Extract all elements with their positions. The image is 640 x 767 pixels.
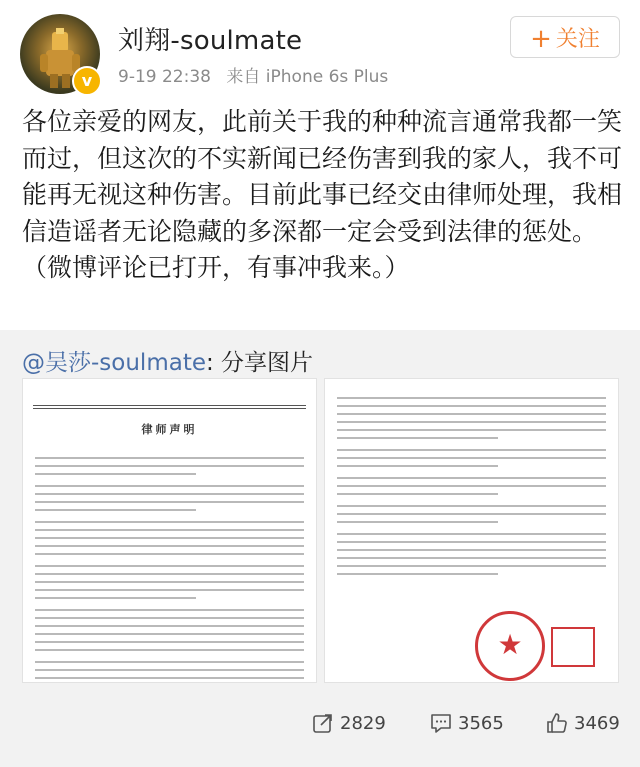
repost-count: 2829 [340,712,386,734]
repost-card[interactable] [0,330,640,690]
doc-body-text [337,397,606,581]
doc-body-text [35,457,304,683]
plus-icon: + [530,24,552,54]
document-image-page-2[interactable] [324,378,619,683]
post-source: 来自 iPhone 6s Plus [226,67,389,87]
repost-mention-link[interactable]: @吴莎-soulmate [22,350,206,376]
comment-button[interactable] [430,712,504,734]
post-text: 各位亲爱的网友，此前关于我的种种流言通常我都一笑而过，但这次的不实新闻已经伤害到我的家人，我不可能再无视这种伤害。目前此事已经交由律师处理，我相信造谣者无论隐藏的多深都一定会受到法律的惩处。 （微博评论已打开，有事冲我来。） [22,107,623,282]
like-count: 3469 [574,712,620,734]
document-image-page-1[interactable] [22,378,317,683]
lawyer-seal-icon [551,627,595,667]
weibo-post [0,0,640,330]
repost-header [22,344,313,377]
repost-button[interactable] [312,712,386,734]
vip-badge-icon: v [72,66,102,96]
doc-header-rule [33,405,306,406]
doc-header-rule [33,408,306,409]
law-firm-seal-icon: ★ [475,611,545,681]
repost-icon [312,712,334,734]
post-meta [118,62,388,87]
repost-suffix: : 分享图片 [206,350,314,376]
like-button[interactable] [546,712,620,734]
like-icon [546,712,568,734]
action-bar [0,690,640,767]
doc-title: 律师声明 [141,423,198,436]
comment-count: 3565 [458,712,504,734]
comment-icon [430,712,452,734]
follow-label: 关注 [555,27,600,52]
follow-button[interactable] [510,16,620,58]
post-time: 9-19 22:38 [118,67,211,87]
username[interactable]: 刘翔-soulmate [118,26,303,56]
